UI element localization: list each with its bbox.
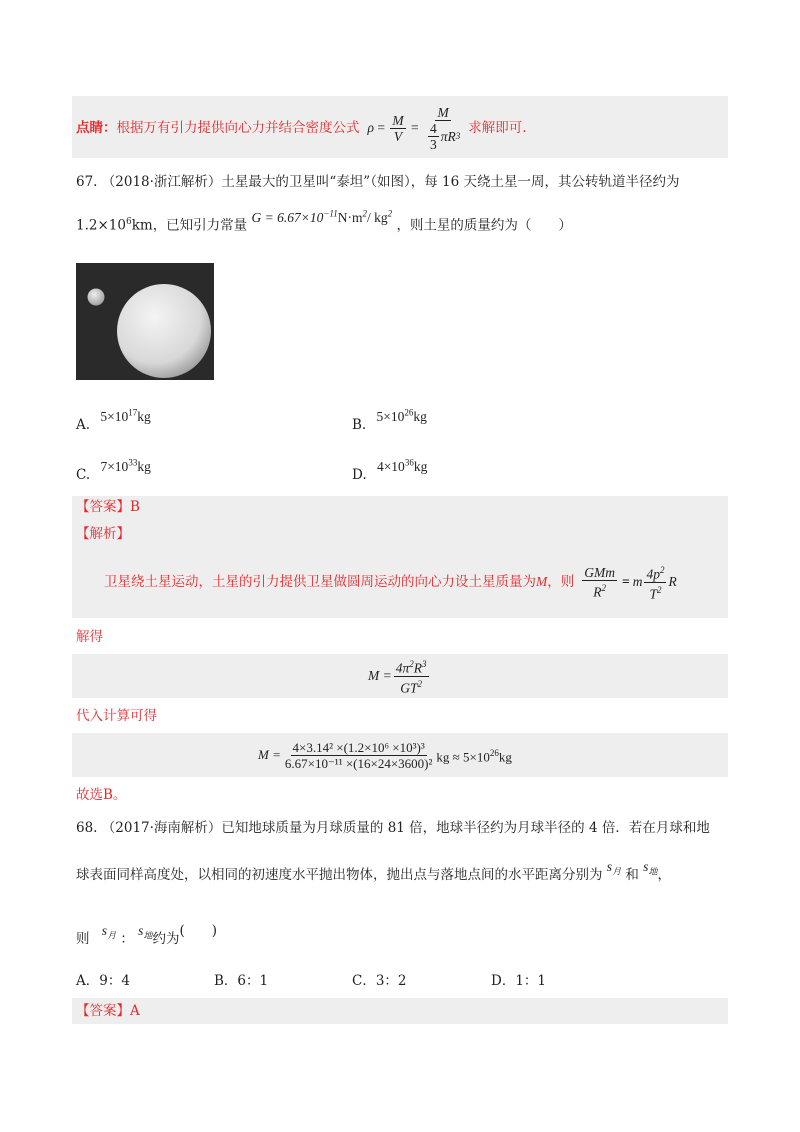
q68-line1: 68. （2017·海南解析）已知地球质量为月球质量的 81 倍，地球半径约为月球半径的 4 倍．若在月球和地 [76, 820, 710, 836]
mass-formula: M = $\frac{4\pi^2R^3}{GT^2}$ [368, 659, 427, 695]
tip-line [76, 100, 527, 156]
q67-analysis-line: 卫星绕土星运动，土星的引力提供卫星做圆周运动的向心力设土星质量为 M ，则 $\frac{\text{GMm}}{R^2}$ = m $\frac{4p^2}{T^2}$ R [104, 564, 677, 601]
calc-formula: M = $\frac{\text{4×3.14² ×(1.2×10⁶ ×10³)³}}{\text{6.67×10⁻¹¹ ×(16×24×3600)²}}$ kg ≈ $5\times 10^{26}kg$ [258, 739, 512, 771]
q67-line2: $1.2\times 10^6km$，已知引力常量 $G = 6.67\times 10^{-11}N\cdot m^2/$ $kg^2$ ，则土星的质量约为（ ） [76, 208, 572, 234]
q68-option-d[interactable]: D．1：1 [491, 973, 547, 989]
q68-option-a[interactable]: A．9：4 [76, 973, 130, 989]
choose-text: 故选B。 [76, 787, 127, 803]
q68-answer-band [72, 998, 728, 1024]
q67-option-b[interactable]: B. $5\times 10^{26}kg$ [352, 407, 427, 433]
q67-line1: 67. （2018·浙江解析）土星最大的卫星叫“泰坦”（如图），每 16 天绕土星一周，其公转轨道半径约为 [76, 174, 680, 190]
density-formula: ρ = $\frac{M}{V}$ = M $\frac{4}{3}$ πR 3 [367, 104, 461, 152]
q67-option-d[interactable]: D. $4\times 10^{36}kg$ [352, 457, 428, 483]
q67-analysis-label: 【解析】 [76, 526, 130, 542]
q67-option-a[interactable]: A. $5\times 10^{17}kg$ [76, 407, 151, 433]
solve-label: 解得 [76, 629, 103, 645]
q68-option-c[interactable]: C．3：2 [352, 973, 407, 989]
substitute-label: 代入计算可得 [76, 708, 157, 724]
q67-answer: 【答案】B [76, 499, 140, 515]
q68-answer: 【答案】A [76, 1003, 140, 1019]
q68-line2: 球表面同样高度处，以相同的初速度水平抛出物体，抛出点与落地点间的水平距离分别为 $s_月$ 和 $s_地$， [76, 859, 671, 883]
q67-option-c[interactable]: C. $7\times 10^{33}kg$ [76, 457, 151, 483]
q68-line3: 则 $s_月$ ： $s_地$约为( ) [76, 923, 217, 947]
tip-text-before: 根据万有引力提供向心力并结合密度公式 [116, 120, 360, 136]
saturn-titan-image [76, 263, 214, 380]
gravity-equation: $\frac{\text{GMm}}{R^2}$ = m $\frac{4p^2}{T^2}$ R [584, 564, 677, 601]
q68-option-b[interactable]: B．6：1 [214, 973, 269, 989]
tip-text-after: 求解即可. [468, 120, 527, 136]
tip-label: 点睛： [76, 120, 117, 136]
